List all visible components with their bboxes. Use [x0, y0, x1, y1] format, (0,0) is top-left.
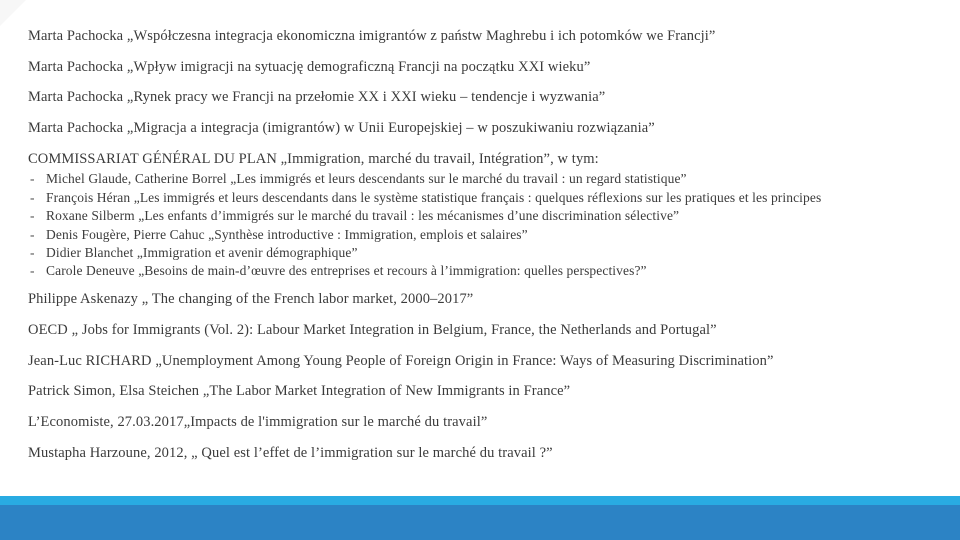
sub-reference-item	[28, 208, 942, 224]
sub-reference-list	[28, 171, 942, 279]
sub-reference-text: Michel Glaude, Catherine Borrel „Les immigrés et leurs descendants sur le marché du travail : un regard statistique”	[46, 171, 687, 187]
sub-reference-item	[28, 245, 942, 261]
sub-reference-item	[28, 171, 942, 187]
accent-strip-dark	[0, 505, 960, 540]
reference-item: Mustapha Harzoune, 2012, „ Quel est l’effet de l’immigration sur le marché du travail ?”	[28, 444, 553, 461]
dash-bullet: -	[30, 171, 35, 187]
references-list	[28, 28, 942, 475]
sub-reference-text: Didier Blanchet „Immigration et avenir démographique”	[46, 245, 358, 261]
reference-item: Marta Pachocka „Wpływ imigracji na sytuację demograficzną Francji na początku XXI wieku”	[28, 58, 591, 75]
dash-bullet: -	[30, 245, 35, 261]
reference-item: OECD „ Jobs for Immigrants (Vol. 2): Labour Market Integration in Belgium, France, the Netherlands and Portugal”	[28, 322, 717, 339]
reference-group	[28, 151, 942, 280]
reference-group-heading: COMMISSARIAT GÉNÉRAL DU PLAN „Immigration, marché du travail, Intégration”, w tym:	[28, 150, 599, 167]
dash-bullet: -	[30, 263, 35, 279]
dash-bullet: -	[30, 208, 35, 224]
sub-reference-item	[28, 190, 942, 206]
sub-reference-text: Denis Fougère, Pierre Cahuc „Synthèse introductive : Immigration, emplois et salaires”	[46, 226, 528, 242]
reference-item: Jean-Luc RICHARD „Unemployment Among Young People of Foreign Origin in France: Ways of Measuring Discrimination”	[28, 352, 774, 369]
dash-bullet: -	[30, 189, 35, 205]
sub-reference-text: Carole Deneuve „Besoins de main-d’œuvre des entreprises et recours à l’immigration: quelles perspectives?”	[46, 263, 647, 279]
reference-item: L’Economiste, 27.03.2017„Impacts de l'immigration sur le marché du travail”	[28, 414, 488, 431]
reference-item: Philippe Askenazy „ The changing of the French labor market, 2000–2017”	[28, 291, 474, 308]
reference-item: Marta Pachocka „Migracja a integracja (imigrantów) w Unii Europejskiej – w poszukiwaniu rozwiązania”	[28, 120, 655, 137]
sub-reference-text: Roxane Silberm „Les enfants d’immigrés sur le marché du travail : les mécanismes d’une discrimination sélective”	[46, 208, 680, 224]
dash-bullet: -	[30, 226, 35, 242]
corner-accent-shape	[0, 0, 26, 26]
sub-reference-item	[28, 227, 942, 243]
reference-item: Marta Pachocka „Współczesna integracja ekonomiczna imigrantów z państw Maghrebu i ich potomków we Francji”	[28, 28, 716, 44]
reference-item: Marta Pachocka „Rynek pracy we Francji na przełomie XX i XXI wieku – tendencje i wyzwania”	[28, 89, 606, 106]
accent-strip-light	[0, 496, 960, 505]
bottom-accent-band	[0, 496, 960, 540]
sub-reference-text: François Héran „Les immigrés et leurs descendants dans le système statistique français : quelques réflexions sur les pratiques et les principes	[46, 189, 822, 205]
sub-reference-item	[28, 263, 942, 279]
reference-item: Patrick Simon, Elsa Steichen „The Labor Market Integration of New Immigrants in France”	[28, 383, 571, 400]
